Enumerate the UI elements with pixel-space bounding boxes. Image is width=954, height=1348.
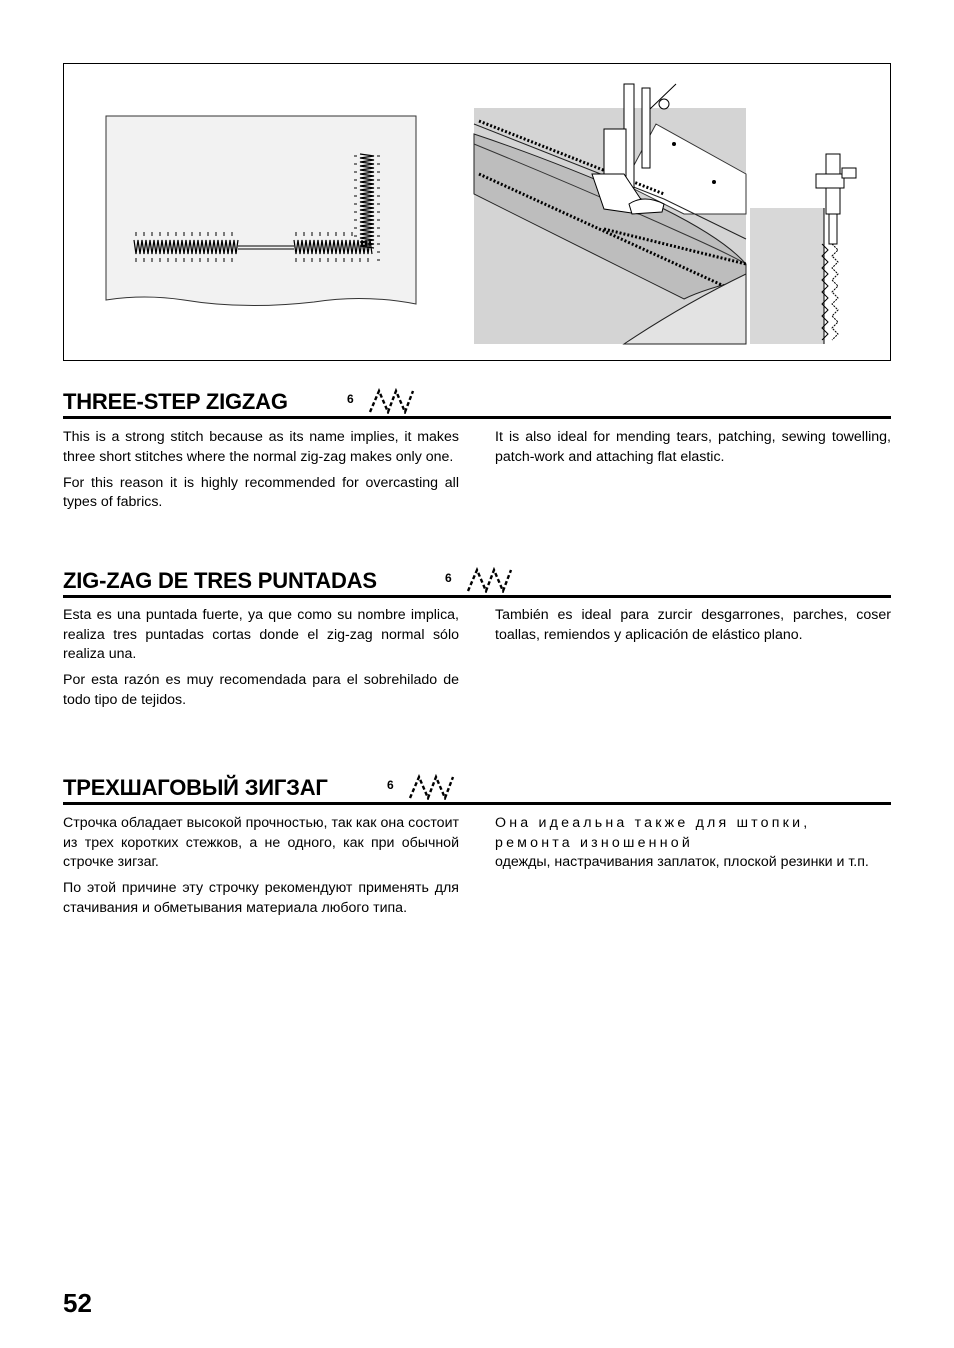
english-left-column [63, 428, 459, 519]
presser-foot-sewing-edge-illustration [474, 84, 746, 344]
illustration-frame [63, 63, 891, 361]
stitch-number: 6 [347, 392, 354, 406]
stitch-number: 6 [387, 778, 394, 792]
paragraph: This is a strong stitch because as its name implies, it makes three short stitches where the normal zig-zag makes only one. [63, 429, 459, 465]
paragraph: Строчка обладает высокой прочностью, так как она состоит из трех коротких стежков, а не одного, как при обычной строчке зигзаг. [63, 815, 459, 871]
spanish-left-column [63, 606, 459, 717]
section-title: ТРЕХШАГОВЫЙ ЗИГЗАГ [63, 775, 328, 800]
paragraph: Esta es una puntada fuerte, ya que como su nombre implica, realiza tres puntadas cortas donde el zig-zag normal sólo realiza una. [63, 607, 459, 663]
side-view-foot-illustration [750, 154, 856, 344]
section-heading-russian [63, 772, 891, 805]
three-step-zigzag-icon [465, 567, 515, 593]
page-number: 52 [63, 1288, 92, 1318]
paragraph: For this reason it is highly recommended for overcasting all types of fabrics. [63, 474, 459, 511]
stitched-fabric-corner-illustration [106, 116, 416, 306]
sewing-illustration [64, 64, 890, 360]
paragraph: Она идеальна также для штопки, ремонта изношенной [495, 815, 811, 851]
section-title: ZIG-ZAG DE TRES PUNTADAS [63, 568, 377, 593]
section-heading-spanish [63, 565, 891, 598]
section-title: THREE-STEP ZIGZAG [63, 389, 288, 414]
three-step-zigzag-icon [367, 388, 417, 414]
paragraph: También es ideal para zurcir desgarrones, parches, coser toallas, remiendos y aplicación de elástico plano. [495, 607, 891, 643]
paragraph: одежды, настрачивания заплаток, плоской резинки и т.п. [495, 854, 869, 871]
paragraph: По этой причине эту строчку рекомендуют применять для стачивания и обметывания материала любого типа. [63, 880, 459, 916]
three-step-zigzag-icon [407, 774, 457, 800]
russian-right-column [495, 814, 891, 879]
stitch-number: 6 [445, 571, 452, 585]
spanish-right-column [495, 606, 891, 652]
paragraph: Por esta razón es muy recomendada para el sobrehilado de todo tipo de tejidos. [63, 672, 459, 708]
paragraph: It is also ideal for mending tears, patching, sewing towelling, patch-work and attaching flat elastic. [495, 429, 891, 465]
russian-left-column [63, 814, 459, 925]
section-heading-english [63, 386, 891, 419]
english-right-column [495, 428, 891, 474]
